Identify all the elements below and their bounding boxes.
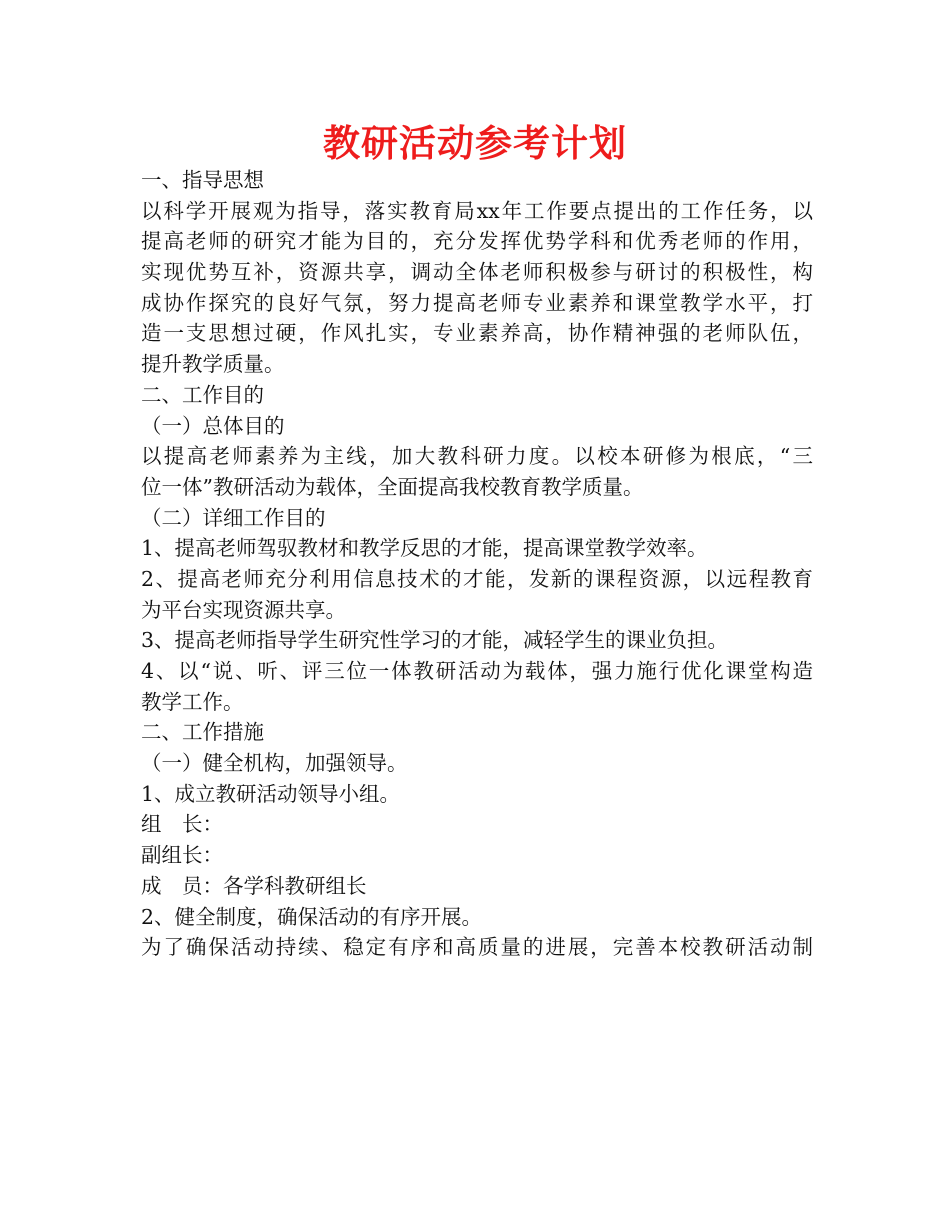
paragraph-line: 二、工作目的 — [141, 382, 264, 407]
paragraph-line: 1、提高老师驾驭教材和教学反思的才能，提高课堂教学效率。 — [141, 536, 708, 561]
paragraph-line: 1、成立教研活动领导小组。 — [141, 781, 401, 806]
paragraph-line: 教学工作。 — [141, 689, 244, 714]
paragraph-line: 造一支思想过硬，作风扎实，专业素养高，协作精神强的老师队伍， — [141, 321, 813, 346]
paragraph-line: 提高老师的研究才能为目的，充分发挥优势学科和优秀老师的作用， — [141, 229, 813, 254]
paragraph-line: 组 长： — [141, 812, 223, 837]
paragraph-line: 位一体”教研活动为载体，全面提高我校教育教学质量。 — [141, 474, 644, 499]
paragraph-line: 副组长： — [141, 843, 223, 868]
paragraph-line: 以科学开展观为指导，落实教育局xx年工作要点提出的工作任务，以 — [141, 198, 813, 223]
paragraph-line: 成 员：各学科教研组长 — [141, 873, 367, 898]
paragraph-line: 为了确保活动持续、稳定有序和高质量的进展，完善本校教研活动制 — [141, 935, 813, 960]
paragraph-line: （一）健全机构，加强领导。 — [141, 751, 408, 776]
paragraph-line: （二）详细工作目的 — [141, 505, 326, 530]
document-body — [141, 165, 813, 963]
paragraph-line: （一）总体目的 — [141, 413, 285, 438]
paragraph-line: 4、以“说、听、评三位一体教研活动为载体，强力施行优化课堂构造 — [141, 659, 813, 683]
document-title: 教研活动参考计划 — [323, 122, 627, 165]
paragraph-line: 提升教学质量。 — [141, 352, 285, 377]
paragraph-line: 成协作探究的良好气氛，努力提高老师专业素养和课堂教学水平，打 — [141, 290, 813, 315]
paragraph-line: 二、工作措施 — [141, 720, 264, 745]
paragraph-line: 3、提高老师指导学生研究性学习的才能，减轻学生的课业负担。 — [141, 628, 729, 653]
paragraph-line: 一、指导思想 — [141, 168, 264, 192]
paragraph-line: 以提高老师素养为主线，加大教科研力度。以校本研修为根底，“三 — [141, 444, 813, 469]
paragraph-line: 2、提高老师充分利用信息技术的才能，发新的课程资源，以远程教育 — [141, 566, 813, 591]
paragraph-line: 为平台实现资源共享。 — [141, 597, 346, 622]
paragraph-line: 实现优势互补，资源共享，调动全体老师积极参与研讨的积极性，构 — [141, 260, 813, 285]
paragraph-line: 2、健全制度，确保活动的有序开展。 — [141, 904, 483, 929]
